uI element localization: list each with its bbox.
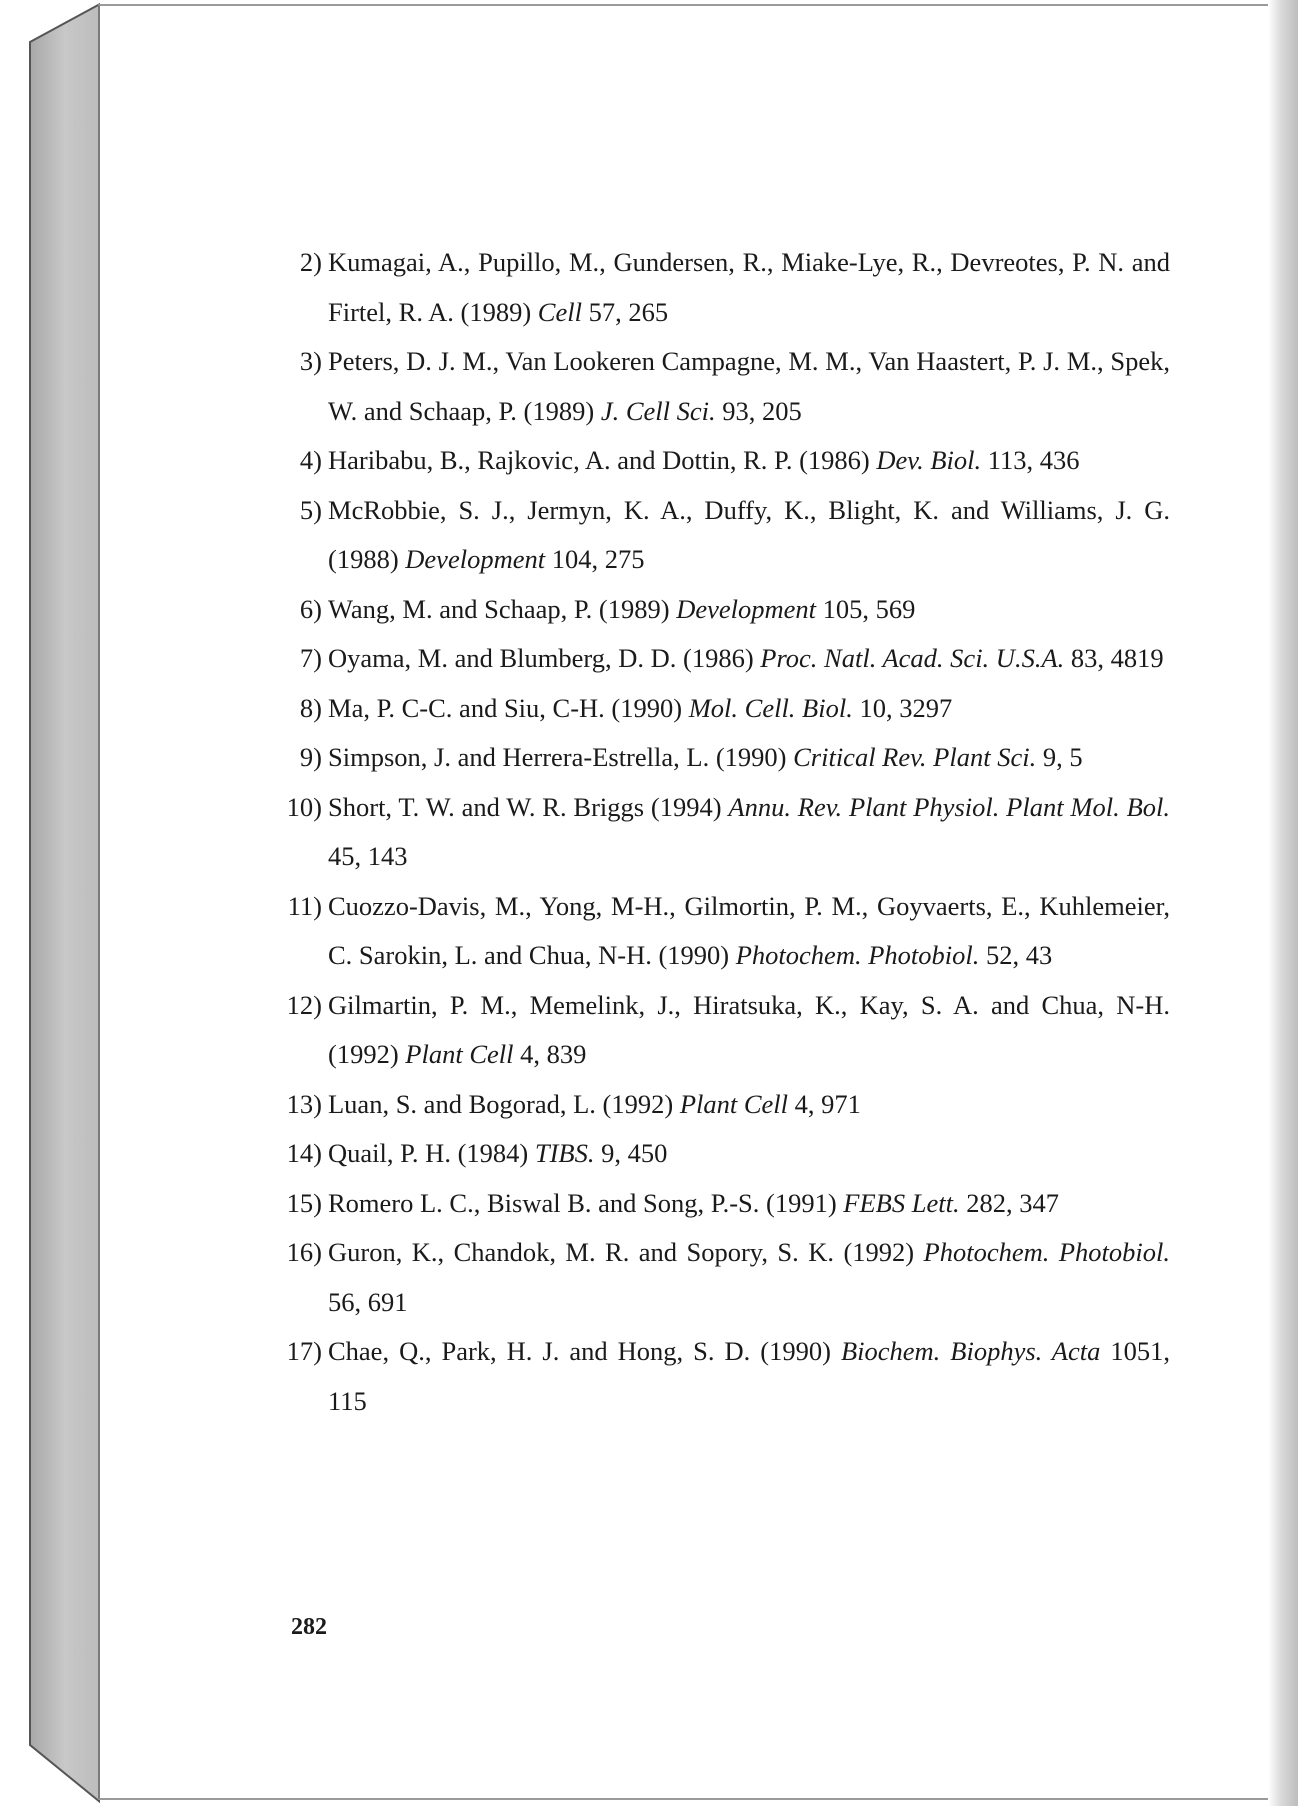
reference-journal: FEBS Lett.	[843, 1187, 960, 1218]
reference-authors-year: Short, T. W. and W. R. Briggs (1994)	[328, 791, 729, 822]
reference-volume-pages: 10, 3297	[852, 692, 953, 723]
reference-number: 13)	[286, 1088, 322, 1119]
reference-volume-pages: 4, 839	[513, 1039, 587, 1069]
reference-item	[270, 238, 1170, 337]
reference-number: 10)	[286, 791, 322, 822]
reference-journal: Development	[676, 593, 817, 624]
reference-volume-pages: 9, 5	[1036, 742, 1083, 772]
reference-authors-year: Gilmartin, P. M., Memelink, J., Hiratsuka, K., Kay, S. A. and Chua, N-H. (1992)	[328, 989, 1170, 1069]
reference-item	[270, 981, 1170, 1080]
reference-item	[270, 1179, 1170, 1229]
reference-item	[270, 634, 1170, 684]
reference-number: 4)	[299, 445, 322, 475]
page-number: 282	[291, 1614, 327, 1640]
reference-journal: Plant Cell	[679, 1088, 789, 1119]
reference-authors-year: Romero L. C., Biswal B. and Song, P.-S. (1991)	[328, 1187, 844, 1218]
reference-authors-year: Chae, Q., Park, H. J. and Hong, S. D. (1990)	[328, 1336, 841, 1366]
reference-number: 8)	[299, 692, 322, 723]
reference-authors-year: Oyama, M. and Blumberg, D. D. (1986)	[328, 643, 761, 673]
reference-journal: Biochem. Biophys. Acta	[840, 1336, 1101, 1366]
reference-item	[270, 684, 1170, 734]
reference-authors-year: Ma, P. C-C. and Siu, C-H. (1990)	[328, 692, 689, 723]
reference-number: 14)	[286, 1138, 322, 1168]
reference-number: 3)	[299, 346, 322, 376]
reference-item	[270, 783, 1170, 882]
reference-journal: Proc. Natl. Acad. Sci. U.S.A.	[760, 643, 1065, 673]
reference-number: 15)	[286, 1187, 322, 1218]
reference-authors-year: Simpson, J. and Herrera-Estrella, L. (1990)	[328, 742, 794, 772]
reference-volume-pages: 52, 43	[979, 940, 1053, 970]
reference-item	[270, 882, 1170, 981]
reference-journal: Photochem. Photobiol.	[735, 940, 980, 970]
reference-volume-pages: 57, 265	[581, 296, 669, 327]
reference-journal: Photochem. Photobiol.	[923, 1237, 1170, 1267]
reference-item	[270, 1228, 1170, 1327]
reference-item	[270, 585, 1170, 635]
reference-volume-pages: 113, 436	[981, 445, 1080, 475]
reference-number: 9)	[299, 742, 322, 772]
reference-number: 17)	[286, 1336, 322, 1366]
reference-number: 11)	[287, 890, 322, 921]
reference-volume-pages: 4, 971	[788, 1088, 861, 1119]
reference-volume-pages: 105, 569	[816, 593, 916, 624]
reference-volume-pages: 45, 143	[328, 841, 408, 871]
reference-item	[270, 1080, 1170, 1130]
reference-item	[270, 1327, 1170, 1426]
reference-volume-pages: 93, 205	[715, 395, 802, 426]
reference-volume-pages: 282, 347	[959, 1187, 1059, 1218]
reference-journal: Dev. Biol.	[876, 445, 982, 475]
reference-authors-year: Cuozzo-Davis, M., Yong, M-H., Gilmortin, P. M., Goyvaerts, E., Kuhlemeier, C. Sarokin, L. and Chua, N-H. (1990)	[328, 890, 1170, 970]
reference-volume-pages: 56, 691	[328, 1286, 408, 1317]
reference-journal: J. Cell Sci.	[600, 395, 716, 426]
reference-number: 7)	[299, 643, 322, 673]
reference-journal: Cell	[537, 296, 582, 327]
reference-journal: Mol. Cell. Biol.	[688, 692, 853, 723]
reference-item	[270, 486, 1170, 585]
reference-item	[270, 733, 1170, 783]
reference-authors-year: McRobbie, S. J., Jermyn, K. A., Duffy, K., Blight, K. and Williams, J. G. (1988)	[328, 494, 1170, 574]
reference-item	[270, 1129, 1170, 1179]
reference-volume-pages: 104, 275	[545, 544, 645, 574]
reference-number: 12)	[286, 989, 322, 1020]
reference-journal: Critical Rev. Plant Sci.	[793, 742, 1037, 772]
reference-journal: TIBS.	[534, 1138, 595, 1168]
reference-number: 5)	[299, 494, 322, 525]
reference-authors-year: Wang, M. and Schaap, P. (1989)	[328, 593, 677, 624]
reference-authors-year: Guron, K., Chandok, M. R. and Sopory, S. K. (1992)	[328, 1237, 924, 1267]
reference-authors-year: Luan, S. and Bogorad, L. (1992)	[328, 1088, 680, 1119]
reference-authors-year: Haribabu, B., Rajkovic, A. and Dottin, R. P. (1986)	[328, 445, 877, 475]
reference-volume-pages: 9, 450	[594, 1138, 668, 1168]
reference-number: 6)	[299, 593, 322, 624]
page-edge-shadow	[1268, 0, 1298, 1806]
reference-journal: Development	[405, 544, 546, 574]
book-spine	[0, 0, 100, 1806]
reference-authors-year: Peters, D. J. M., Van Lookeren Campagne, M. M., Van Haastert, P. J. M., Spek, W. and Schaap, P. (1989)	[328, 346, 1170, 426]
reference-journal: Annu. Rev. Plant Physiol. Plant Mol. Bol.	[728, 791, 1170, 822]
reference-volume-pages: 83, 4819	[1064, 643, 1164, 673]
reference-item	[270, 436, 1170, 486]
reference-number: 16)	[286, 1237, 322, 1267]
reference-journal: Plant Cell	[405, 1039, 514, 1069]
reference-number: 2)	[299, 247, 322, 277]
reference-authors-year: Quail, P. H. (1984)	[328, 1138, 535, 1168]
reference-volume-pages: 1051, 115	[328, 1336, 1171, 1416]
reference-item	[270, 337, 1170, 436]
reference-list	[270, 238, 1170, 1426]
reference-authors-year: Kumagai, A., Pupillo, M., Gundersen, R., Miake-Lye, R., Devreotes, P. N. and Firtel, R. A. (1989)	[328, 247, 1170, 327]
